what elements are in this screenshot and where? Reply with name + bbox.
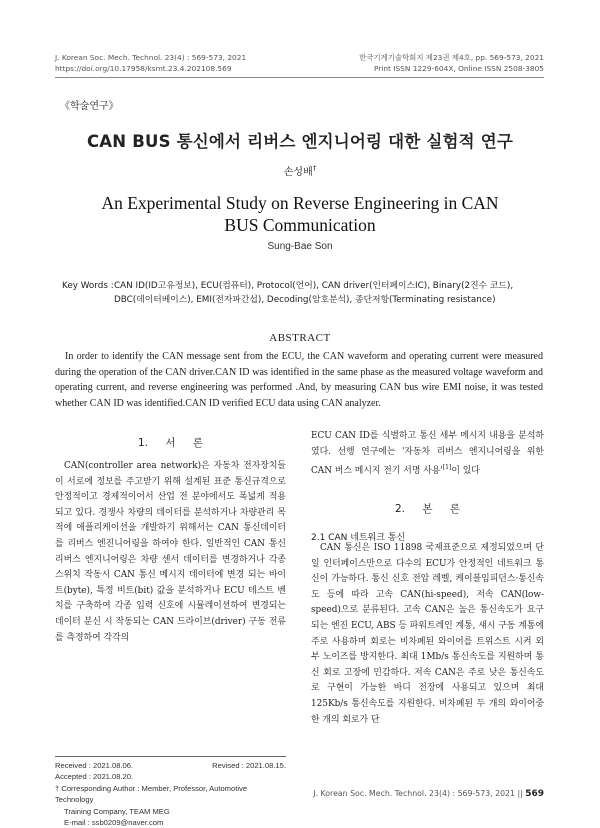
subsection-2-1-heading: 2.1 CAN 네트워크 통신 [311, 533, 406, 543]
doi-link[interactable]: https://doi.org/10.17958/ksmt.23.4.202108.569 [55, 64, 232, 73]
keywords-text: CAN ID(ID고유정보), ECU(컴퓨터), Protocol(언어), CAN driver(인터페이스IC), Binary(2진수 코드), DBC(데이터베이스), EMI(전자파간섭), Decoding(암호분석), 종단저항(Terminating resistance) [114, 281, 514, 305]
title-english [0, 192, 600, 236]
accepted-date: Accepted : 2021.08.20. [55, 772, 134, 782]
footer-citation: J. Korean Soc. Mech. Technol. 23(4) : 569-573, 2021 || [313, 789, 523, 798]
article-category: 《학술연구》 [60, 101, 119, 112]
title-korean: CAN BUS 통신에서 리버스 엔지니어링 대한 실험적 연구 [87, 132, 513, 151]
author-english: Sung-Bae Son [267, 241, 333, 252]
left-column [55, 459, 286, 646]
page-number: 569 [525, 789, 544, 799]
section-1-heading: 1. 서 론 [138, 437, 203, 449]
intro-continuation [311, 429, 544, 480]
intro-paragraph: CAN(controller area network)은 자동차 전자장치들이 서로에 정보를 주고받기 위해 설계된 표준 통신규격으로 안정적이고 경제적이어서 산업 전 분야에서도 폭넓게 적용되고 있다. 경쟁사 차량의 데이터를 분석하거나 차량관리 목적에 애플리케이션을 개발하기 위해서는 CAN 통신데이터를 리버스 엔진니어링을 하여야 한다. 일반적인 CAN 통신 리버스 엔지니어링은 차량 센서 데이터를 변경하거나 각종 스위치 작동시 CAN 통신 메시지 데이터에 변경 되는 바이트(byte), 특정 비트(bit) 값을 분석하거나 ECU 테스트 벤치를 구축하여 각종 입력 신호에 시뮬레이션하여 변경되는 데이터 분신 시 작동되는 CAN 드라이브(driver) 구동 전류를 측정하여 각각의 [55, 461, 286, 643]
author-korean [0, 163, 600, 178]
right-column-body [311, 541, 544, 728]
corresponding-affiliation: Training Company, TEAM MEG [64, 806, 170, 816]
issn-info: Print ISSN 1229-604X, Online ISSN 2508-3805 [373, 64, 544, 73]
footnote-rule [55, 756, 286, 757]
right-column-top [311, 429, 544, 480]
header-rule [55, 77, 544, 78]
reference-marker[interactable]: [1] [442, 464, 452, 472]
journal-citation-right: 한국기계기술학회지 제23권 제4호, pp. 569-573, 2021 [359, 53, 544, 62]
corresponding-mark: † [312, 164, 317, 173]
corresponding-author: † Corresponding Author : Member, Professor, Automotive Technology [55, 783, 248, 805]
revised-date: Revised : 2021.08.15. [212, 761, 286, 770]
footnote-dates [55, 760, 286, 771]
can-network-paragraph: CAN 통신은 ISO 11898 국제표준으로 제정되었으며 단일 인터페이스만으로 다수의 ECU가 안정적인 네트워크 통신이 가능하다. 통신 신호 전압 레벨, 케이블임피던스·통신속도 등에 따라 고속 CAN(hi-speed), 저속 CAN(low-speed)으로 분류된다. 고속 CAN은 높은 통신속도가 요구되는 엔진 ECU, ABS 등 파워트레인 계통, 섀시 구동 계통에 주로 사용하며 회로는 비차폐된 와이어를 트위스트 시켜 외부 노이즈를 방지한다. 최대 1Mb/s 통신속도를 지원하며 통신 회로 고장에 민감하다. 저속 CAN은 주로 낮은 통신속도로 구현이 가능한 바디 전장에 사용되고 있으며 최대 125Kb/s 통신속도를 지원한다. 비차폐된 두 개의 와이어중 한 개의 회로가 단 [311, 543, 544, 725]
author-korean-name: 손성배 [283, 167, 313, 178]
keywords [62, 279, 542, 307]
intro-continuation-text: ECU CAN ID를 식별하고 통신 세부 메시지 내용을 분석하였다. 선행 연구에는 '자동차 리버스 엔지니어링을 위한 CAN 버스 메시지 전기 서명 사용' [311, 431, 544, 477]
abstract-heading: ABSTRACT [269, 332, 331, 344]
keywords-label: Key Words : [62, 281, 114, 291]
section-2-heading: 2. 본 론 [395, 503, 460, 515]
author-email[interactable]: E-mail : ssb0209@naver.com [64, 818, 164, 828]
page-footer [313, 789, 544, 799]
journal-citation-left: J. Korean Soc. Mech. Technol. 23(4) : 569-573, 2021 [55, 53, 247, 62]
abstract-text: In order to identify the CAN message sent from the ECU, the CAN waveform and operating current were measured during the operation of the CAN driver.CAN ID was identified in the same phase as the measured voltage waveform and operating current, and reverse engineering was performed .And, by measuring CAN bus wire EMI noise, it was tested whether CAN ID was identified.CAN ID verified ECU data using CAN analyzer. [55, 351, 543, 409]
intro-continuation-tail: 이 있다 [451, 466, 480, 477]
title-english-line1: An Experimental Study on Reverse Engineering in CAN [101, 193, 499, 213]
title-english-line2: BUS Communication [224, 215, 376, 235]
footnote [55, 760, 286, 828]
received-date: Received : 2021.08.06. [55, 761, 134, 770]
